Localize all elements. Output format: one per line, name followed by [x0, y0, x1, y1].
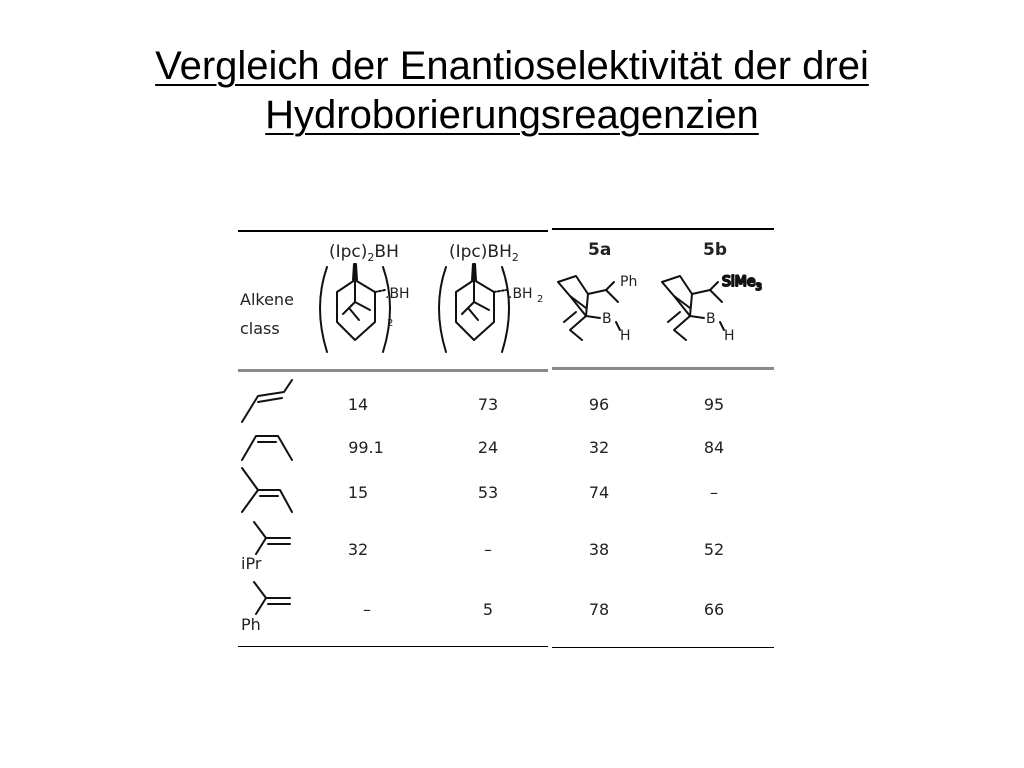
- header-ipcbh2: $(Ipc)BH_2$: [449, 242, 519, 264]
- borane-5b-structure-diagram: [660, 268, 775, 348]
- table-cell: –: [363, 600, 371, 619]
- alkene-trisubstituted-diagram: [238, 466, 298, 516]
- alkene-trans-diagram: [238, 378, 298, 428]
- table-top-rule-right: [552, 228, 774, 230]
- table-cell: 38: [588, 540, 610, 559]
- table-cell: 53: [477, 483, 499, 502]
- ipc2bh-structure-diagram: [315, 262, 425, 357]
- alkene-ph-label: Ph: [241, 615, 261, 634]
- corner-label-class: class: [240, 319, 280, 338]
- table-header-rule-right: [552, 367, 774, 370]
- table-cell: 5: [482, 600, 494, 619]
- 5b-hydrogen-label: H: [724, 328, 735, 344]
- table-cell: 73: [477, 395, 499, 414]
- 5a-ph-label: Ph: [620, 274, 638, 290]
- table-bottom-rule-right: [552, 647, 774, 648]
- ipcbh2-bh-subscript: 2: [537, 294, 544, 305]
- table-cell: 32: [347, 540, 369, 559]
- ipc2bh-exponent: 2: [387, 318, 394, 329]
- table-header-rule-left: [238, 369, 548, 372]
- table-cell: 66: [703, 600, 725, 619]
- 5a-boron-label: B: [602, 311, 612, 327]
- header-ipc2bh: $(Ipc)_2BH$: [329, 242, 399, 264]
- table-cell: 32: [588, 438, 610, 457]
- borane-5a-structure-diagram: [556, 268, 651, 348]
- alkene-1-1-ph-diagram: [238, 580, 298, 620]
- table-cell: 74: [588, 483, 610, 502]
- alkene-cis-diagram: [238, 430, 298, 466]
- table-cell: –: [710, 483, 718, 502]
- table-cell: 14: [347, 395, 369, 414]
- header-5b: 5b: [703, 240, 727, 260]
- table-bottom-rule-left: [238, 646, 548, 647]
- table-cell: 84: [703, 438, 725, 457]
- table-cell: 78: [588, 600, 610, 619]
- title-line-2: Hydroborierungsreagenzien: [265, 93, 759, 137]
- table-cell: 95: [703, 395, 725, 414]
- ipcbh2-bh-label: .BH: [508, 286, 533, 302]
- corner-label-alkene: Alkene: [240, 290, 294, 309]
- 5b-sime3-label: SiMe$_3$: [722, 274, 762, 293]
- alkene-ipr-label: iPr: [241, 554, 262, 573]
- ipc2bh-bh-label: .BH: [385, 286, 410, 302]
- table-cell: 15: [347, 483, 369, 502]
- table-cell: 96: [588, 395, 610, 414]
- 5b-boron-label: B: [706, 311, 716, 327]
- ipcbh2-structure-diagram: [434, 262, 549, 357]
- title-line-1: Vergleich der Enantioselektivität der drei: [155, 44, 869, 88]
- header-5a: 5a: [588, 240, 612, 260]
- table-cell: 99.1: [348, 438, 384, 457]
- 5a-hydrogen-label: H: [620, 328, 631, 344]
- table-cell: 52: [703, 540, 725, 559]
- table-top-rule-left: [238, 230, 548, 232]
- table-cell: –: [484, 540, 492, 559]
- table-cell: 24: [477, 438, 499, 457]
